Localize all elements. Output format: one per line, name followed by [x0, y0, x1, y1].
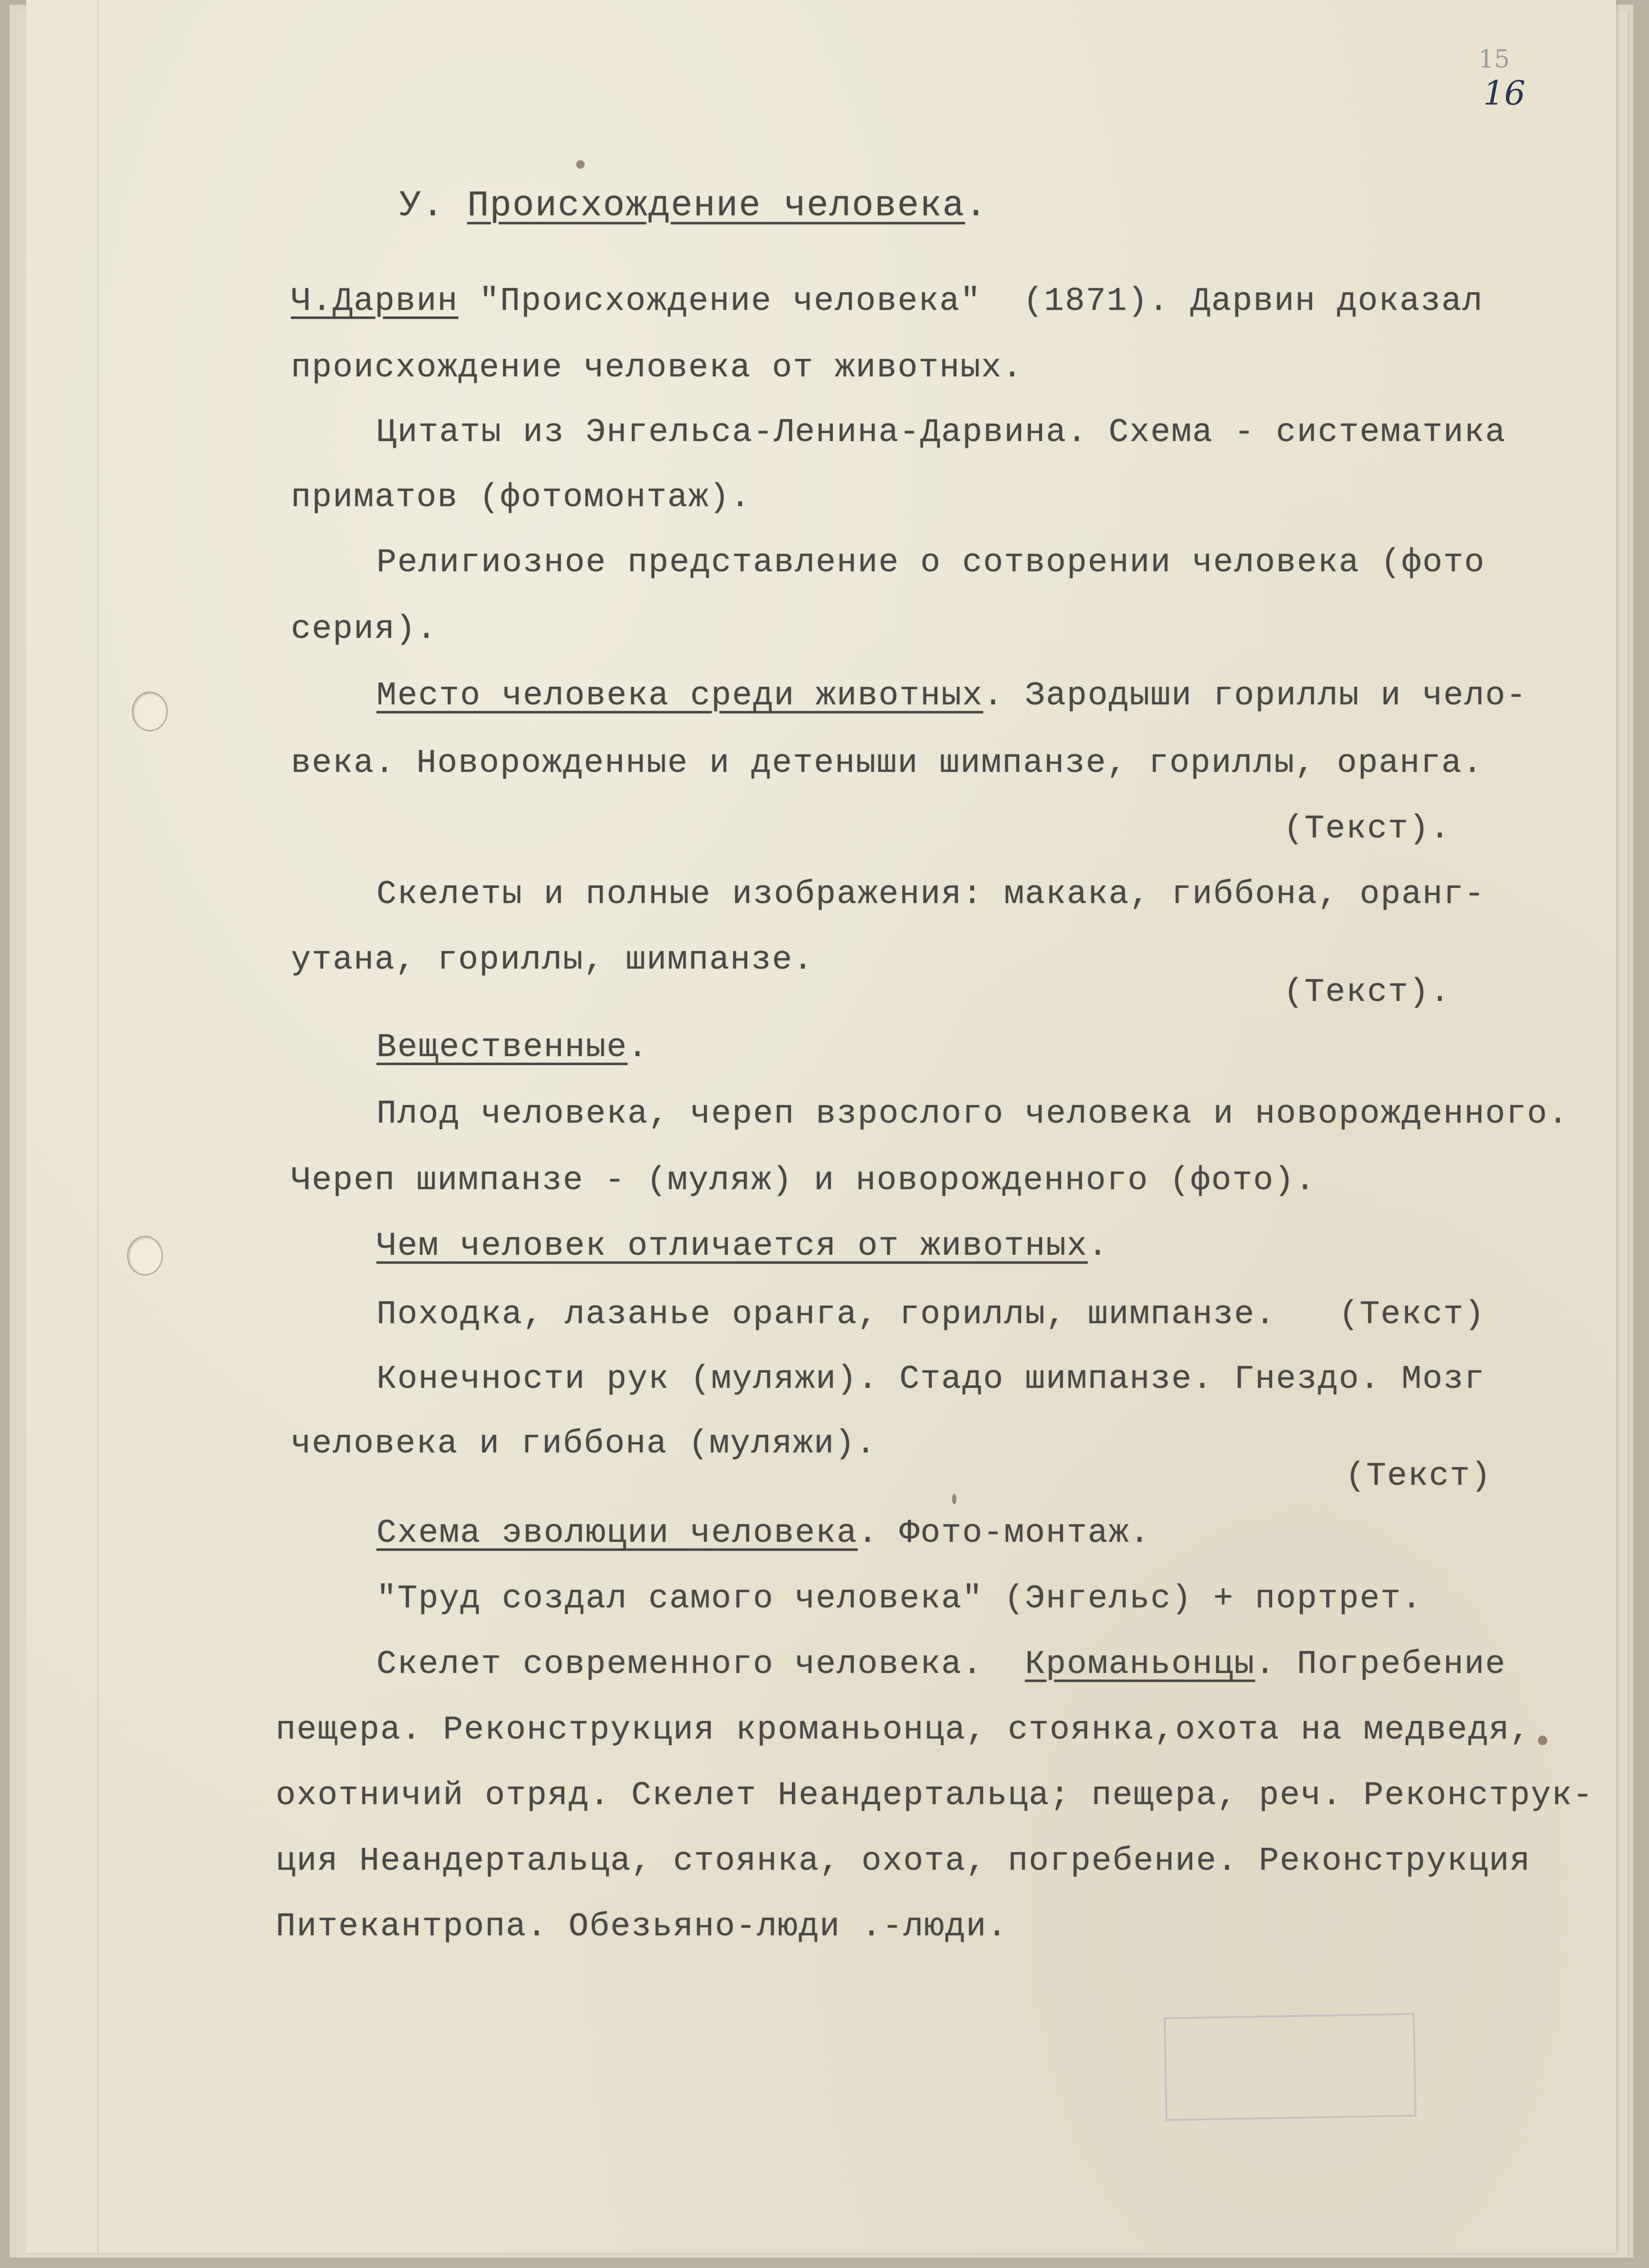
text-line: (Текст)	[1345, 1458, 1492, 1495]
text-line	[376, 1512, 1150, 1555]
text-line: Религиозное представление о сотворении человека (фото	[376, 544, 1485, 582]
text-line: "Труд создал самого человека" (Энгельс) + портрет.	[376, 1580, 1423, 1618]
subheading: Вещественные	[376, 1029, 628, 1067]
text-line: утана, гориллы, шимпанзе.	[291, 942, 814, 979]
subheading: Кроманьонцы	[1025, 1646, 1255, 1683]
heading-end: .	[965, 185, 988, 226]
text-line: серия).	[291, 611, 438, 648]
text-line: Череп шимпанзе - (муляж) и новорожденного (фото).	[291, 1162, 1316, 1200]
text-span: "Происхождение человека" (1871). Дарвин доказал	[458, 283, 1484, 320]
text-line	[291, 280, 1483, 323]
text-line	[376, 1643, 1506, 1686]
faint-stamp	[1164, 2013, 1417, 2121]
text-line: Цитаты из Энгельса-Ленина-Дарвина. Схема - систематика	[376, 414, 1506, 452]
text-line: пещера. Реконструкция кроманьонца, стоянка,охота на медведя,	[276, 1711, 1531, 1749]
text-line: приматов (фотомонтаж).	[291, 479, 752, 517]
text-line	[376, 675, 1527, 718]
page-number: 16	[1483, 74, 1526, 113]
text-line: (Текст).	[1283, 810, 1451, 848]
text-line: происхождение человека от животных.	[291, 349, 1023, 387]
text-span: . Зародыши гориллы и чело-	[983, 677, 1527, 715]
text-line: человека и гиббона (муляжи).	[291, 1425, 877, 1463]
text-line: Скелеты и полные изображения: макака, гиббона, оранг-	[376, 876, 1485, 913]
text-span: .	[627, 1029, 649, 1067]
text-line: ция Неандертальца, стоянка, охота, погребение. Реконструкция	[276, 1843, 1531, 1880]
text-line: Плод человека, череп взрослого человека и новорожденного.	[376, 1096, 1569, 1133]
text-line: Походка, лазанье оранга, гориллы, шимпанзе. (Текст)	[376, 1296, 1485, 1334]
text-span: . Фото-монтаж.	[858, 1515, 1151, 1552]
text-span: .	[1088, 1228, 1109, 1265]
subheading: Схема эволюции человека	[376, 1515, 858, 1552]
author-name: Ч.Дарвин	[291, 283, 459, 320]
text-line: Питекантропа. Обезьяно-люди .-люди.	[276, 1908, 1008, 1946]
old-page-number: 15	[1478, 45, 1510, 74]
text-line	[376, 1225, 1109, 1268]
text-line: (Текст).	[1283, 974, 1451, 1011]
subheading: Место человека среди животных	[376, 677, 984, 715]
text-line: века. Новорожденные и детеныши шимпанзе, гориллы, оранга.	[291, 745, 1484, 782]
text-line: Конечности рук (муляжи). Стадо шимпанзе. Гнездо. Мозг	[376, 1361, 1485, 1398]
heading-number: У.	[399, 185, 467, 226]
text-span: . Погребение	[1255, 1646, 1506, 1683]
heading-title: Происхождение человека	[467, 185, 965, 226]
text-span: Скелет современного человека.	[376, 1646, 1025, 1683]
text-line	[376, 1027, 648, 1069]
subheading: Чем человек отличается от животных	[376, 1228, 1088, 1265]
section-heading	[399, 184, 988, 227]
text-line: охотничий отряд. Скелет Неандертальца; пещера, реч. Реконструк-	[276, 1777, 1594, 1815]
